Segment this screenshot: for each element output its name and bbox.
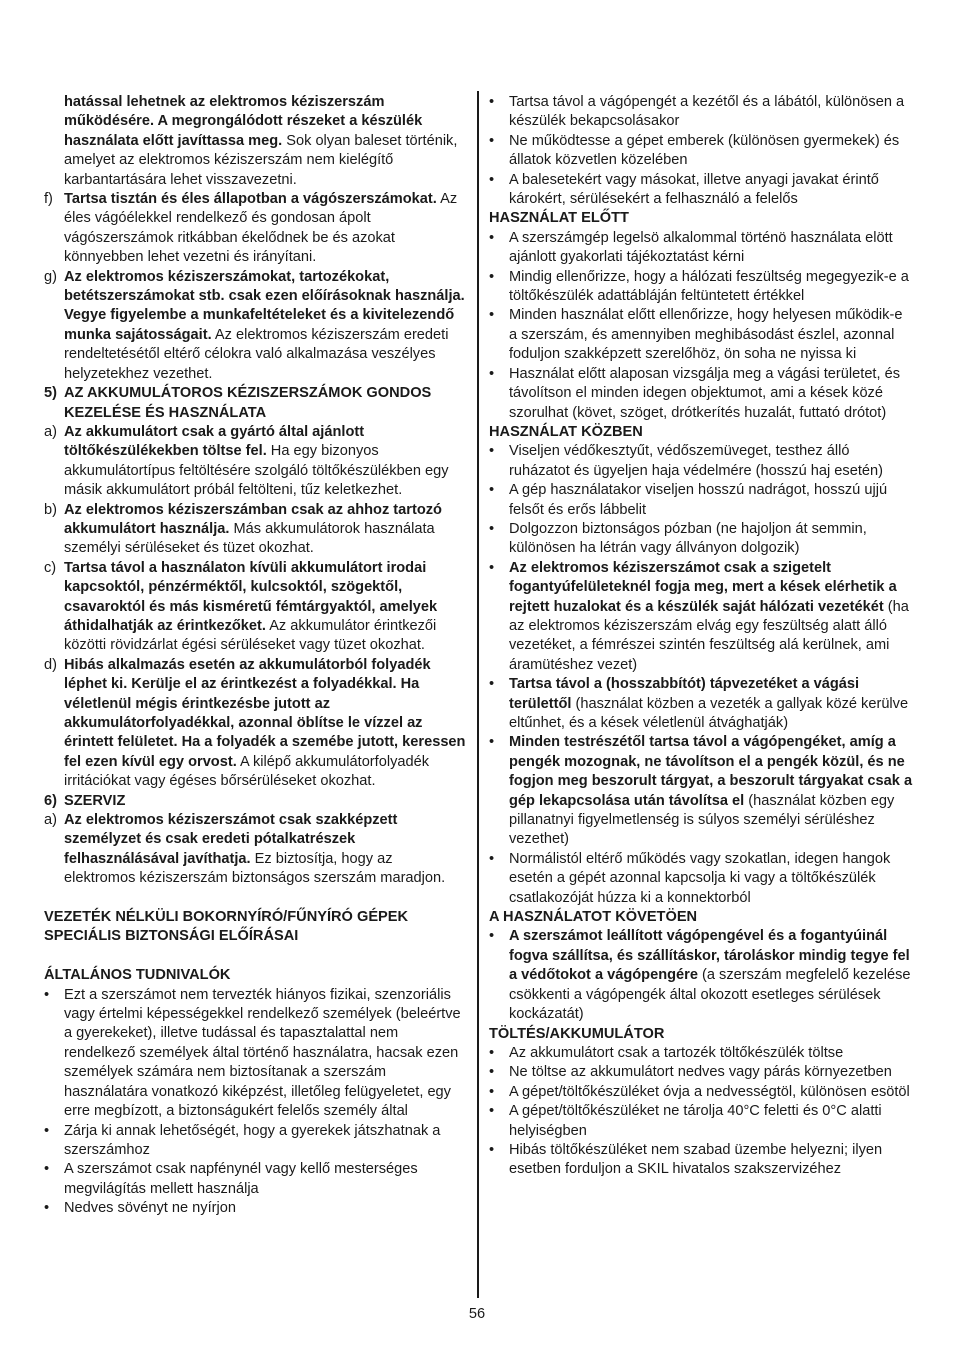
bullet-icon: •	[489, 365, 495, 382]
special-safety-heading: VEZETÉK NÉLKÜLI BOKORNYÍRÓ/FŰNYÍRÓ GÉPEK SPECIÁLIS BIZTONSÁGI ELŐÍRÁSAI	[44, 909, 409, 945]
list-item	[489, 559, 913, 675]
rule-marker: g)	[44, 268, 57, 285]
during-use-heading: HASZNÁLAT KÖZBEN	[489, 423, 643, 440]
rule-f	[44, 190, 466, 268]
right-column	[489, 93, 913, 1180]
rule-bold: Hibás alkalmazás esetén az akkumulátorból folyadék léphet ki. Kerülje el az érintkezést a folyadékkal. Ha véletlenül mégis érintkezésbe jutott az akkumulátorfolyadékkal, azonnal öblítse le vízzel az érintett felületet. Ha a folyadék a szemébe jutott, keressen fel ezen kívül egy orvost.	[64, 656, 466, 770]
list-item-bold: Tartsa távol a (hosszabbítót) tápvezetéket a vágási területtől	[509, 676, 860, 712]
list-item	[489, 520, 913, 559]
rule-marker: a)	[44, 812, 57, 829]
rule-marker: b)	[44, 501, 57, 518]
list-item	[489, 1083, 913, 1102]
list-item-text: Az akkumulátort csak a tartozék töltőkészülék töltse	[509, 1044, 844, 1061]
bullet-icon: •	[489, 171, 495, 188]
bullet-icon: •	[489, 307, 495, 324]
list-item-text: (használat közben egy pillanatnyi figyelmetlenség is súlyos személyi sérüléshez vezethet)	[509, 792, 895, 848]
before-use-heading: HASZNÁLAT ELŐTT	[489, 210, 629, 227]
section-marker: 6)	[44, 792, 57, 809]
column-divider	[477, 91, 479, 1298]
general-heading: ÁLTALÁNOS TUDNIVALÓK	[44, 967, 231, 984]
list-item	[489, 306, 913, 364]
list-item-text: Hibás töltőkészüléket nem szabad üzembe helyezni; ilyen esetben forduljon a SKIL hivatalos szakszervizéhez	[509, 1141, 883, 1178]
bullet-icon: •	[489, 482, 495, 499]
bullet-icon: •	[489, 268, 495, 285]
list-item	[489, 268, 913, 307]
list-item	[489, 1141, 913, 1180]
list-item-text: (használat közben a vezeték a gallyak közé kerülve eltűnhet, és a kések véletlenül átvághatják)	[509, 695, 909, 731]
bullet-icon: •	[489, 850, 495, 867]
bullet-icon: •	[489, 1064, 495, 1081]
list-item-bold: Az elektromos kéziszerszámot csak a szigetelt fogantyúfelületeknél fogja meg, mert a kések elérhetik a rejtett huzalokat és a készülék saját hálózati vezetékét	[509, 559, 897, 615]
rule-marker: d)	[44, 656, 57, 673]
section-marker: 5)	[44, 385, 57, 402]
intro-paragraph	[44, 93, 466, 190]
list-item	[489, 850, 913, 908]
rule-6a	[44, 811, 466, 889]
bullet-icon: •	[489, 1083, 495, 1100]
bullet-icon: •	[489, 734, 495, 751]
list-item-text: Dolgozzon biztonságos pózban (ne hajoljon át semmin, különösen ha létrán vagy állványon dolgozik)	[509, 520, 867, 557]
rule-text: Ez biztosítja, hogy az elektromos kéziszerszám biztonságos szerszám maradjon.	[64, 850, 446, 887]
bullet-icon: •	[489, 1044, 495, 1061]
list-item-text: A gépet/töltőkészüléket ne tárolja 40°C feletti és 0°C alatti helyiségben	[509, 1103, 882, 1139]
list-item	[489, 442, 913, 481]
list-item	[489, 1044, 913, 1063]
bullet-icon: •	[489, 1141, 495, 1158]
bullet-icon: •	[489, 443, 495, 460]
rule-bold: Az akkumulátort csak a gyártó által ajánlott töltőkészülékekben töltse fel.	[64, 423, 365, 460]
rule-text: A kilépő akkumulátorfolyadék irritációkat vagy égéses bőrsérüléseket okozhat.	[64, 753, 430, 790]
list-item	[489, 171, 913, 210]
section-title: AZ AKKUMULÁTOROS KÉZISZERSZÁMOK GONDOS KEZELÉSE ÉS HASZNÁLATA	[64, 385, 432, 421]
list-item-text: Minden használat előtt ellenőrizze, hogy helyesen működik-e a szerszám, és amennyiben meghibásodást észlel, azonnal foduljon szakképzett szerelőhöz, ön soha ne nyissa ki	[509, 307, 903, 363]
list-item-text: A szerszámgép legelsö alkalommal történö használata elött ajánlott gyakorlati tájékoztatást kérni	[509, 229, 893, 266]
rule-marker: c)	[44, 559, 57, 576]
list-item	[489, 229, 913, 268]
list-item-text: Zárja ki annak lehetőségét, hogy a gyerekek játszhatnak a szerszámhoz	[64, 1122, 441, 1158]
bullet-icon: •	[489, 676, 495, 693]
section-5-heading	[44, 384, 466, 423]
list-item	[489, 132, 913, 171]
list-item-text: Ne töltse az akkumulátort nedves vagy párás környezetben	[509, 1064, 892, 1081]
list-item-text: A szerszámot csak napfénynél vagy kellő mesterséges megvilágítás mellett használja	[64, 1161, 418, 1197]
list-item-text: (a szerszám megfelelő kezelése csökkenti a vágópengék által okozott esetleges sérülések kockázatát)	[509, 967, 911, 1023]
list-item-text: (ha az elektromos kéziszerszám elvág egy feszültség alatt álló vezetéket, a fémrészei szintén feszültség alá kerülnek, ami áramütéshez vezet)	[509, 598, 909, 673]
bullet-icon: •	[489, 928, 495, 945]
rule-bold: Az elektromos kéziszerszámokat, tartozékokat, betétszerszámokat stb. csak ezen előírásoknak használja. Vegye figyelembe a munkafeltételeket és a kivitelezendő munka sajátosságait.	[64, 268, 465, 343]
list-item	[489, 481, 913, 520]
bullet-icon: •	[489, 1103, 495, 1120]
bullet-icon: •	[489, 94, 495, 110]
rule-text: Az éles vágóélekkel rendelkező és gondosan ápolt vágószerszámok ritkábban ékelődnek be és azokat könnyebben lehet vezetni és irányítani.	[64, 191, 458, 266]
bullet-icon: •	[489, 559, 495, 576]
list-item-text: Tartsa távol a vágópengét a kezétől és a lábától, különösen a készülék bekapcsolásakor	[509, 94, 905, 130]
list-item-text: Ne működtesse a gépet emberek (különösen gyermekek) és állatok közvetlen közelében	[509, 132, 900, 169]
list-item	[44, 1160, 466, 1199]
intro-text: Sok olyan baleset történik, amelyet az elektromos kéziszerszám nem kielégítő karbantartására lehet visszavezetni.	[64, 132, 458, 188]
section-title: SZERVIZ	[64, 792, 126, 809]
list-item-text: Normálistól eltérő működés vagy szokatlan, idegen hangok esetén a gépét azonnal kapcsolja ki vagy a töltőkészülék csatlakozóját húzza ki a konnektorból	[509, 850, 891, 906]
rule-marker: f)	[44, 191, 53, 208]
after-use-heading: A HASZNÁLATOT KÖVETÖEN	[489, 909, 698, 926]
rule-5b	[44, 501, 466, 559]
intro-bold: hatással lehetnek az elektromos kéziszerszám működésére. A megrongálódott részeket a készülék használata előtt javíttassa meg.	[64, 94, 423, 149]
bullet-icon: •	[489, 229, 495, 246]
rule-bold: Tartsa távol a használaton kívüli akkumulátort irodai kapcsoktól, pénzérméktől, kulcsoktól, szögektől, csavaroktól és más kisméretű fémtárgyaktól, amelyek áthidalhatják az érintkezőket.	[64, 559, 438, 634]
charging-heading: TÖLTÉS/AKKUMULÁTOR	[489, 1025, 665, 1042]
list-item-text: A gépet/töltőkészüléket óvja a nedvességtöl, különösen esötöl	[509, 1083, 910, 1100]
list-item	[489, 1063, 913, 1082]
list-item-text: Viseljen védőkesztyűt, védőszemüveget, testhez álló ruházatot és ügyeljen haja védelmére (hosszú haj esetén)	[509, 443, 883, 479]
list-item-bold: Minden testrészétől tartsa távol a vágópengéket, amíg a pengék mozognak, ne távolítson el a pengék közül, és ne fogjon meg beszorult tárgyat, a beszorult tárgyakat csak a gép lekapcsolása után távolítsa el	[509, 734, 913, 809]
list-item	[489, 927, 913, 1024]
list-item-text: Használat előtt alaposan vizsgálja meg a vágási területet, és távolítson el minden idegen objektumot, ami a kések közé szorulhat (követ, szöget, drótkerítés huzalát, futtató drótot)	[509, 365, 901, 421]
bullet-icon: •	[489, 132, 495, 149]
rule-5c	[44, 559, 466, 656]
bullet-icon: •	[489, 520, 495, 537]
rule-text: Az elektromos kéziszerszám eredeti rendeltetésétől eltérő célokra való alkalmazása veszélyes helyzetekhez vezethet.	[64, 326, 449, 382]
bullet-icon: •	[44, 986, 50, 1003]
list-item-bold: A szerszámot leállított vágópengével és a fogantyúinál fogva szállítsa, és szállításkor, tároláskor mindig tegye fel a védőtokot a vágópengére	[509, 928, 910, 984]
list-item	[489, 93, 913, 132]
left-column	[44, 93, 466, 1219]
rule-5a	[44, 423, 466, 501]
rule-marker: a)	[44, 423, 57, 440]
bullet-icon: •	[44, 1122, 50, 1139]
list-item-text: Mindig ellenőrizze, hogy a hálózati feszültség megegyezik-e a töltőkészülék adattábláján feltüntetett értékkel	[509, 268, 909, 305]
page-number: 56	[468, 1306, 486, 1322]
list-item	[489, 733, 913, 849]
list-item-text: A gép használatakor viseljen hosszú nadrágot, hosszú ujjú felsőt és erős lábbelit	[509, 482, 888, 518]
list-item-text: Nedves sövényt ne nyírjon	[64, 1200, 236, 1217]
list-item	[489, 1102, 913, 1141]
list-item	[44, 986, 466, 1122]
list-item	[489, 675, 913, 733]
rule-bold: Az elektromos kéziszerszámot csak szakképzett személyzet és csak eredeti pótalkatrészek felhasználásával javíthatja.	[64, 812, 398, 867]
list-item-text: A balesetekért vagy másokat, illetve anyagi javakat érintő károkért, sérülésekért a felhasználó a felelős	[509, 171, 879, 208]
rule-g	[44, 268, 466, 384]
list-item	[44, 1199, 466, 1218]
bullet-icon: •	[44, 1161, 50, 1178]
section-6-heading	[44, 792, 466, 811]
bullet-icon: •	[44, 1200, 50, 1217]
rule-text: Az akkumulátor érintkezői közötti rövidzárlat égési sérüléseket vagy tüzet okozhat.	[64, 617, 437, 654]
list-item	[44, 1122, 466, 1161]
rule-text: Ha egy bizonyos akkumulátortípus feltöltésére szolgáló töltőkészülékben egy másik akkumulátort próbál feltölteni, tűz keletkezhet.	[64, 443, 449, 499]
rule-bold: Tartsa tisztán és éles állapotban a vágószerszámokat.	[64, 191, 437, 208]
list-item	[489, 365, 913, 423]
rule-5d	[44, 656, 466, 792]
list-item-text: Ezt a szerszámot nem tervezték hiányos fizikai, szenzoriális vagy értelmi képességekkel rendelkező személyek (beleértve a gyerekeket), illetve tudással és tapasztalattal nem rendelkező személyek által történő használatra, hacsak ezen személyek számára nem biztosítanak a szerszám használatára vonatkozó kiképzést, illetőleg felügyeletet, egy erre megbízott, a biztonságukért felelős személy által	[64, 986, 461, 1120]
rule-text: Más akkumulátorok használata személyi sérüléseket és tüzet okozhat.	[64, 520, 435, 557]
rule-bold: Az elektromos kéziszerszámban csak az ahhoz tartozó akkumulátort használja.	[64, 501, 442, 537]
